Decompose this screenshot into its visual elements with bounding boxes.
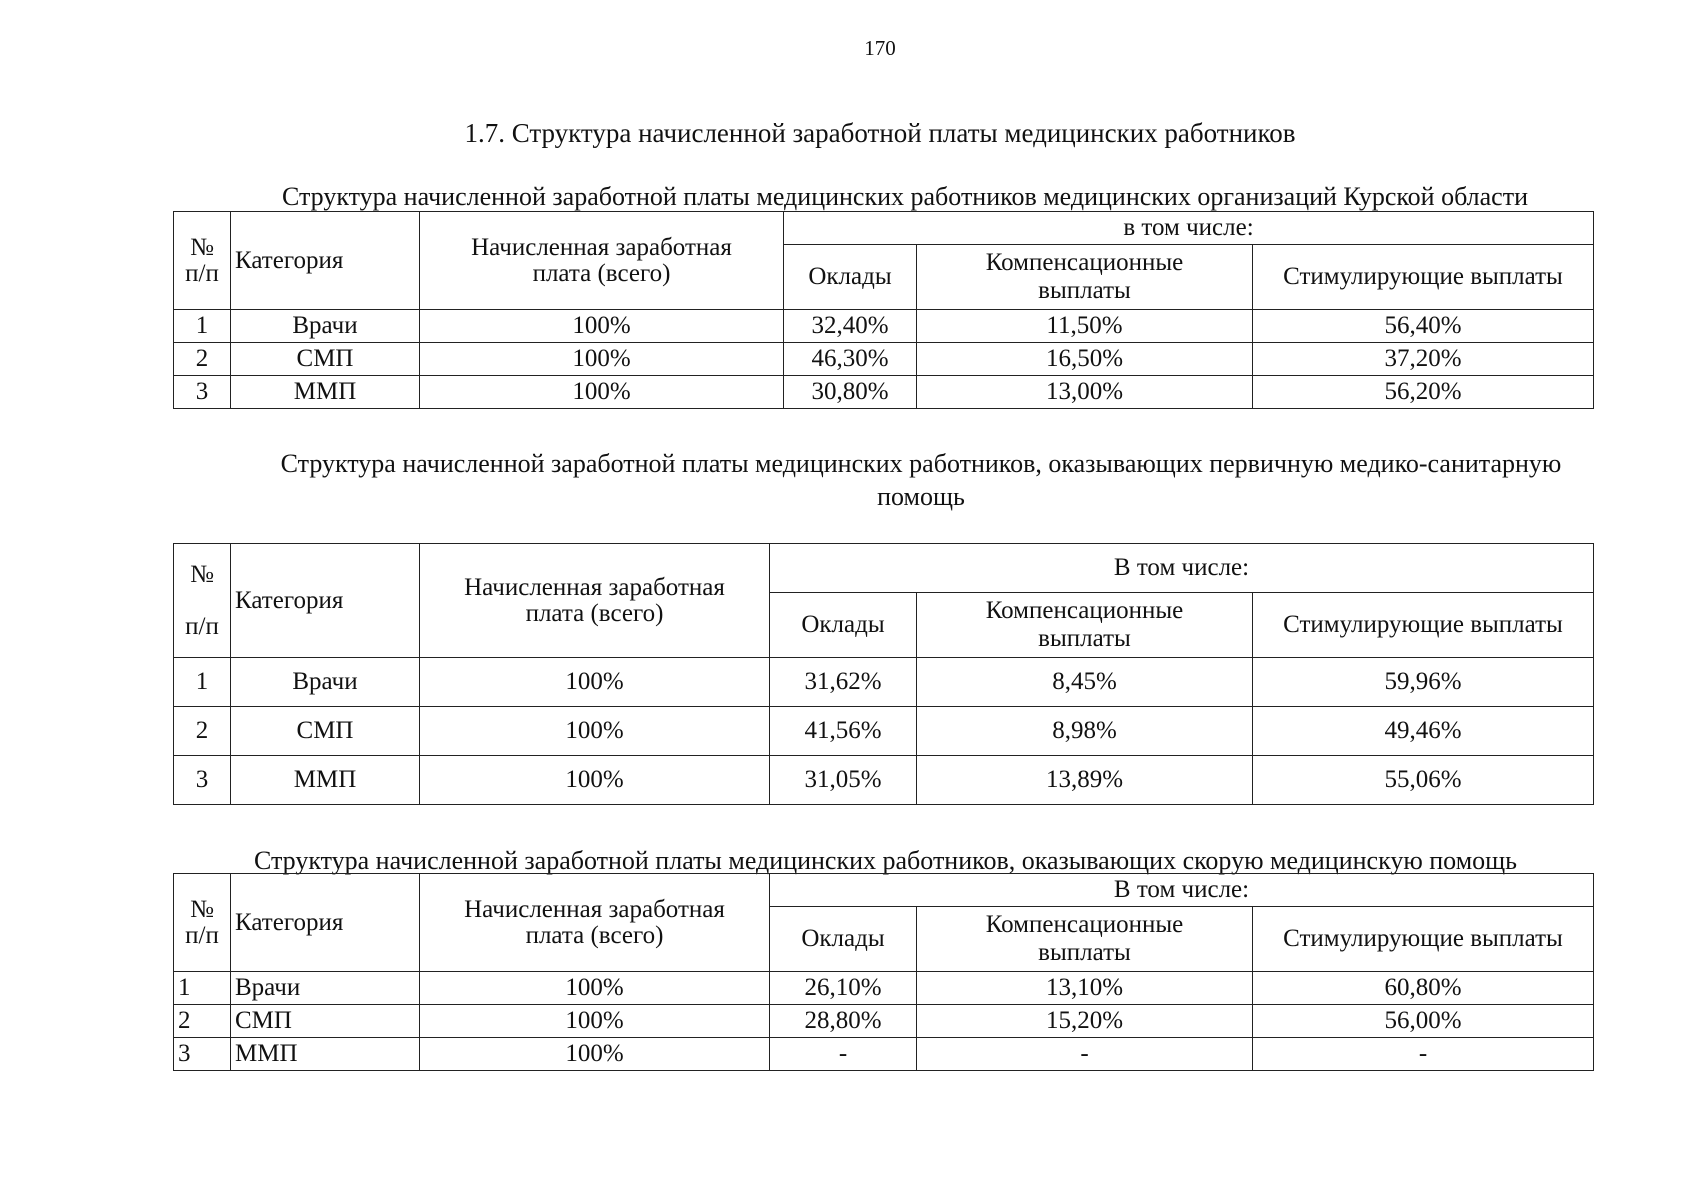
total-line1: Начисленная заработная (464, 895, 725, 923)
cell-compensation: 13,10% (917, 972, 1253, 1005)
col-header-stimulating: Стимулирующие выплаты (1253, 245, 1594, 310)
cell-salary: 32,40% (784, 310, 917, 343)
cell-number: 2 (174, 707, 231, 756)
col-header-category: Категория (231, 212, 420, 310)
num-abbr: п/п (185, 921, 219, 949)
col-header-category: Категория (231, 874, 420, 972)
num-symbol: № (190, 233, 214, 261)
cell-salary: 31,05% (770, 756, 917, 805)
cell-stimulating: 60,80% (1253, 972, 1594, 1005)
comp-line2: выплаты (1038, 939, 1131, 966)
cell-compensation: 13,00% (917, 376, 1253, 409)
col-header-salary: Оклады (784, 245, 917, 310)
cell-salary: - (770, 1038, 917, 1071)
cell-category: СМП (231, 343, 420, 376)
col-header-stimulating: Стимулирующие выплаты (1253, 907, 1594, 972)
total-line2: плата (всего) (532, 259, 671, 287)
col-header-salary: Оклады (770, 593, 917, 658)
cell-number: 3 (174, 1038, 231, 1071)
cell-number: 2 (174, 343, 231, 376)
cell-total: 100% (420, 1005, 770, 1038)
col-header-compensation (917, 593, 1253, 658)
cell-number: 1 (174, 658, 231, 707)
table-row (174, 310, 1594, 343)
salary-structure-table-emergency-care (173, 873, 1594, 1071)
comp-line1: Компенсационные (985, 911, 1184, 938)
table-row (174, 1038, 1594, 1071)
cell-total: 100% (420, 658, 770, 707)
total-line2: плата (всего) (525, 921, 664, 949)
table-row (174, 972, 1594, 1005)
col-header-total (420, 544, 770, 658)
cell-total: 100% (420, 343, 784, 376)
cell-compensation: 8,98% (917, 707, 1253, 756)
col-header-category: Категория (231, 544, 420, 658)
cell-compensation: 11,50% (917, 310, 1253, 343)
cell-category: Врачи (231, 658, 420, 707)
comp-line1: Компенсационные (985, 249, 1184, 276)
cell-number: 1 (174, 972, 231, 1005)
col-header-stimulating: Стимулирующие выплаты (1253, 593, 1594, 658)
cell-stimulating: 55,06% (1253, 756, 1594, 805)
cell-number: 3 (174, 756, 231, 805)
cell-number: 2 (174, 1005, 231, 1038)
num-symbol: № (190, 560, 214, 588)
cell-stimulating: 56,20% (1253, 376, 1594, 409)
cell-total: 100% (420, 707, 770, 756)
col-header-group: В том числе: (770, 874, 1594, 907)
col-header-total (420, 212, 784, 310)
cell-salary: 28,80% (770, 1005, 917, 1038)
cell-compensation: 8,45% (917, 658, 1253, 707)
col-header-number (174, 874, 231, 972)
total-line2: плата (всего) (525, 599, 664, 627)
table-caption: Структура начисленной заработной платы медицинских работников, оказывающих скорую медицинскую помощь (254, 846, 1518, 875)
num-symbol: № (190, 895, 214, 923)
cell-category: Врачи (231, 972, 420, 1005)
comp-line1: Компенсационные (985, 597, 1184, 624)
cell-total: 100% (420, 376, 784, 409)
col-header-salary: Оклады (770, 907, 917, 972)
cell-stimulating: 49,46% (1253, 707, 1594, 756)
cell-stimulating: 59,96% (1253, 658, 1594, 707)
table-row (174, 756, 1594, 805)
cell-compensation: - (917, 1038, 1253, 1071)
cell-compensation: 13,89% (917, 756, 1253, 805)
cell-salary: 26,10% (770, 972, 917, 1005)
col-header-compensation (917, 907, 1253, 972)
cell-stimulating: - (1253, 1038, 1594, 1071)
cell-category: СМП (231, 707, 420, 756)
table-caption: Структура начисленной заработной платы медицинских работников медицинских организаций Курской области (282, 182, 1528, 211)
cell-category: ММП (231, 376, 420, 409)
cell-number: 1 (174, 310, 231, 343)
comp-line2: выплаты (1038, 625, 1131, 652)
cell-category: ММП (231, 1038, 420, 1071)
table-row (174, 376, 1594, 409)
cell-salary: 46,30% (784, 343, 917, 376)
cell-total: 100% (420, 972, 770, 1005)
table-row (174, 658, 1594, 707)
col-header-total (420, 874, 770, 972)
page-number: 170 (864, 36, 896, 60)
cell-total: 100% (420, 756, 770, 805)
col-header-compensation (917, 245, 1253, 310)
table-row (174, 707, 1594, 756)
col-header-group: В том числе: (770, 544, 1594, 593)
col-header-group: в том числе: (784, 212, 1594, 245)
salary-structure-table-primary-care (173, 543, 1594, 805)
cell-salary: 41,56% (770, 707, 917, 756)
col-header-number (174, 544, 231, 658)
cell-category: ММП (231, 756, 420, 805)
table-row (174, 1005, 1594, 1038)
num-abbr: п/п (185, 259, 219, 287)
section-title: 1.7. Структура начисленной заработной платы медицинских работников (464, 118, 1296, 148)
cell-total: 100% (420, 1038, 770, 1071)
cell-salary: 30,80% (784, 376, 917, 409)
cell-stimulating: 37,20% (1253, 343, 1594, 376)
table-caption: Структура начисленной заработной платы медицинских работников, оказывающих первичную медико-санитарную помощь (280, 449, 1562, 511)
cell-stimulating: 56,40% (1253, 310, 1594, 343)
cell-compensation: 15,20% (917, 1005, 1253, 1038)
total-line1: Начисленная заработная (471, 233, 732, 261)
num-abbr: п/п (185, 612, 219, 640)
salary-structure-table-region (173, 211, 1594, 409)
cell-salary: 31,62% (770, 658, 917, 707)
comp-line2: выплаты (1038, 277, 1131, 304)
cell-category: Врачи (231, 310, 420, 343)
cell-number: 3 (174, 376, 231, 409)
table-row (174, 343, 1594, 376)
total-line1: Начисленная заработная (464, 573, 725, 601)
cell-category: СМП (231, 1005, 420, 1038)
cell-total: 100% (420, 310, 784, 343)
cell-stimulating: 56,00% (1253, 1005, 1594, 1038)
cell-compensation: 16,50% (917, 343, 1253, 376)
col-header-number (174, 212, 231, 310)
